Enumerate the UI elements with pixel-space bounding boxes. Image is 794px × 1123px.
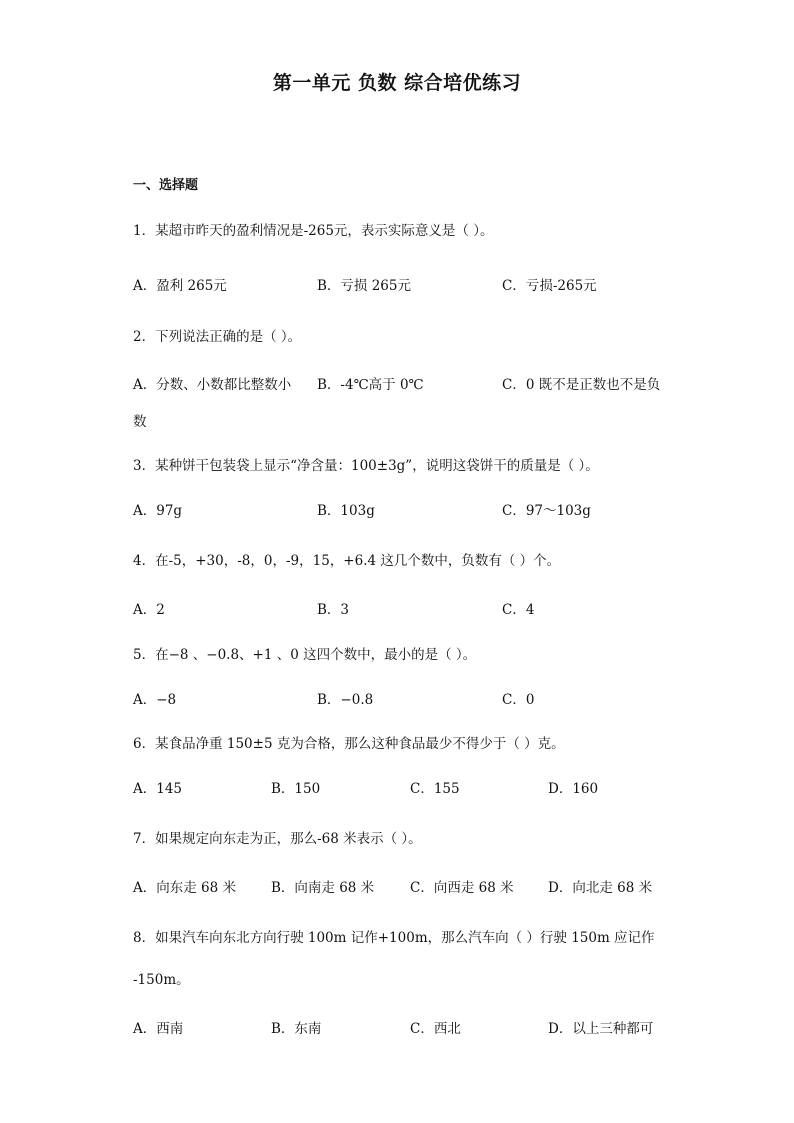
question-8-option-c[interactable]: C．西北 [410,1021,461,1037]
question-2: 2．下列说法正确的是（ ）。 [133,329,302,345]
question-3-option-a[interactable]: A．97g [133,503,183,519]
question-8-option-a[interactable]: A．西南 [133,1021,184,1037]
question-4-option-c[interactable]: C．4 [502,602,535,618]
question-8-option-b[interactable]: B．东南 [271,1021,322,1037]
question-6-option-d[interactable]: D．160 [548,781,599,797]
question-3: 3．某种饼干包装袋上显示“净含量：100±3g”，说明这袋饼干的质量是（ ）。 [133,458,599,474]
question-7-option-d[interactable]: D．向北走 68 米 [548,880,653,896]
question-1-option-c[interactable]: C．亏损-265元 [502,278,597,294]
question-5-option-a[interactable]: A．−8 [133,692,177,708]
question-2-option-b[interactable]: B．-4℃高于 0℃ [317,377,424,393]
question-5-option-c[interactable]: C．0 [502,692,535,708]
question-2-option-a[interactable]: A．分数、小数都比整数小 [133,377,292,393]
question-7-option-c[interactable]: C．向西走 68 米 [410,880,514,896]
question-3-option-c[interactable]: C．97～103g [502,503,591,519]
question-6-option-b[interactable]: B．150 [271,781,321,797]
question-6-option-c[interactable]: C．155 [410,781,460,797]
question-8: 8．如果汽车向东北方向行驶 100m 记作+100m，那么汽车向（ ）行驶 150m 应记作 [133,930,655,946]
question-1-option-b[interactable]: B．亏损 265元 [317,278,411,294]
question-2-option-c[interactable]: C．0 既不是正数也不是负 [502,377,661,393]
question-8-option-d[interactable]: D．以上三种都可 [548,1021,654,1037]
question-4-option-b[interactable]: B．3 [317,602,350,618]
question-4: 4．在-5，+30，-8，0，-9，15，+6.4 这几个数中，负数有（ ）个。 [133,553,561,569]
page-title: 第一单元 负数 综合培优练习 [272,72,522,94]
question-6: 6．某食品净重 150±5 克为合格，那么这种食品最少不得少于（ ）克。 [133,736,565,752]
question-7-option-a[interactable]: A．向东走 68 米 [133,880,237,896]
question-8-continuation: -150m。 [133,972,190,988]
question-3-option-b[interactable]: B．103g [317,503,375,519]
question-2-option-c-continuation: 数 [133,414,147,430]
question-5: 5．在−8 、−0.8、+1 、0 这四个数中，最小的是（ ）。 [133,647,477,663]
question-7-option-b[interactable]: B．向南走 68 米 [271,880,375,896]
question-1-option-a[interactable]: A．盈利 265元 [133,278,227,294]
section-heading: 一、选择题 [133,178,199,193]
question-6-option-a[interactable]: A．145 [133,781,183,797]
question-4-option-a[interactable]: A．2 [133,602,165,618]
question-7: 7．如果规定向东走为正，那么-68 米表示（ ）。 [133,831,422,847]
question-1: 1．某超市昨天的盈利情况是-265元，表示实际意义是（ ）。 [133,223,494,239]
question-5-option-b[interactable]: B．−0.8 [317,692,374,708]
